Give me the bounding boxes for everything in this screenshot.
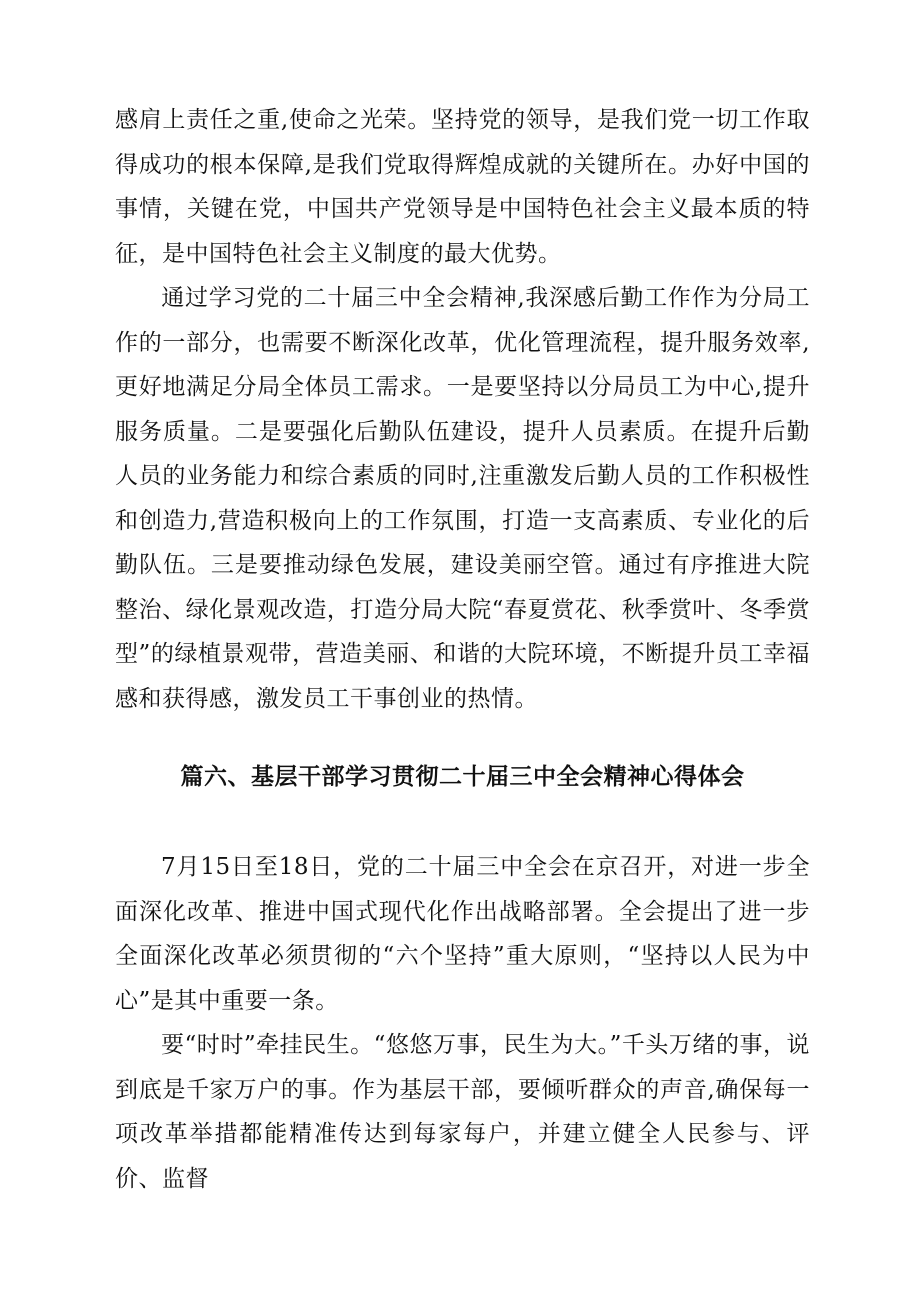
paragraph-continued — [115, 98, 810, 276]
paragraph-text: 通过学习党的二十届三中全会精神,我深感后勤工作作为分局工作的一部分，也需要不断深化改革，优化管理流程，提升服务效率,更好地满足分局全体员工需求。一是要坚持以分局员工为中心,提升服务质量。二是要强化后勤队伍建设，提升人员素质。在提升后勤人员的业务能力和综合素质的同时,注重激发后勤人员的工作积极性和创造力,营造积极向上的工作氛围，打造一支高素质、专业化的后勤队伍。三是要推动绿色发展，建设美丽空管。通过有序推进大院整治、绿化景观改造，打造分局大院“春夏赏花、秋季赏叶、冬季赏型”的绿植景观带，营造美丽、和谐的大院环境，不断提升员工幸福感和获得感，激发员工干事创业的热情。 — [115, 285, 810, 712]
paragraph-text: 要“时时”牵挂民生。“悠悠万事，民生为大。”千头万绪的事，说到底是千家万户的事。作为基层干部，要倾听群众的声音,确保每一项改革举措都能精准传达到每家每户，并建立健全人民参与、评价、监督 — [115, 1032, 810, 1192]
paragraph-plenum-intro — [115, 845, 810, 1023]
paragraph-logistics-reform — [115, 276, 810, 721]
paragraph-text: 感肩上责任之重,使命之光荣。坚持党的领导，是我们党一切工作取得成功的根本保障,是我们党取得辉煌成就的关键所在。办好中国的事情，关键在党，中国共产党领导是中国特色社会主义最本质的特征，是中国特色社会主义制度的最大优势。 — [115, 107, 810, 267]
section-heading: 篇六、基层干部学习贯彻二十届三中全会精神心得体会 — [180, 764, 745, 790]
paragraph-livelihood — [115, 1023, 810, 1201]
paragraph-text: 7月15日至18日，党的二十届三中全会在京召开，对进一步全面深化改革、推进中国式现代化作出战略部署。全会提出了进一步全面深化改革必须贯彻的“六个坚持”重大原则，“坚持以人民为中心”是其中重要一条。 — [115, 854, 810, 1014]
